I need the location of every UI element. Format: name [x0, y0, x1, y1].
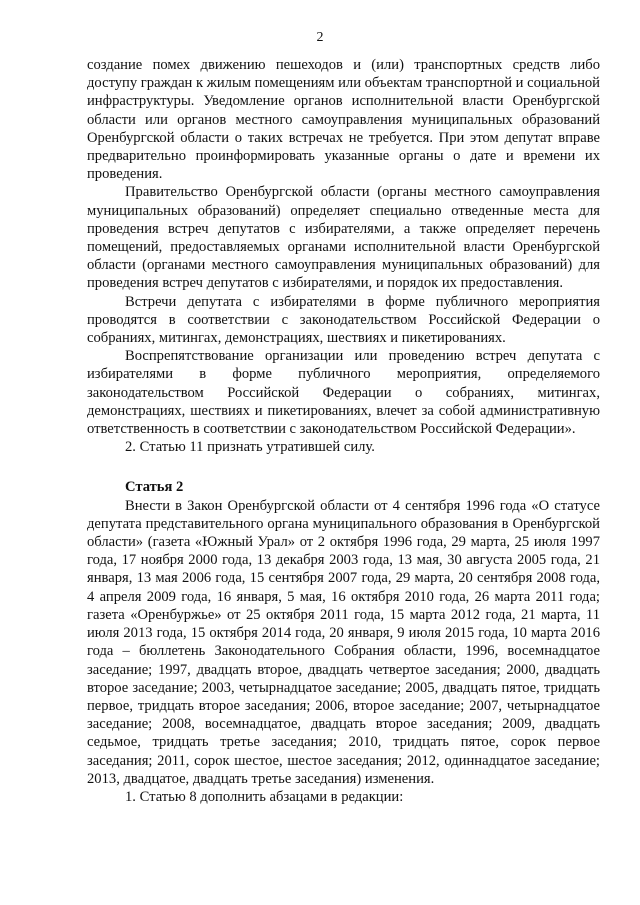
paragraph-article-11-repeal: 2. Статью 11 признать утратившей силу. — [125, 439, 375, 456]
paragraph-meetings-notification: создание помех движению пешеходов и (или) транспортных средств либо доступу граждан к жилым помещениям или объектам транспортной и социальной инфраструктуры. Уведомление органов исполнительной власти Оренбургской области или органов местного самоуправления муниципальных образований Оренбургской области о таких встречах не требуется. При этом депутат вправе предварительно проинформировать указанные органы о дате и времени их проведения. — [87, 57, 600, 183]
paragraph-meeting-places: Правительство Оренбургской области (органы местного самоуправления муниципальных образований) определяет специально отведенные места для проведения встреч депутатов с избирателями, а также определяет перечень помещений, предоставляемых органами исполнительной власти Оренбургской области (органами местного самоуправления муниципальных образований) для проведения встреч депутатов с избирателями, и порядок их предоставления. — [87, 184, 600, 292]
paragraph-law-amendment: Внести в Закон Оренбургской области от 4 сентября 1996 года «О статусе депутата представительного органа муниципального образования в Оренбургской области» (газета «Южный Урал» от 2 октября 1996 года, 29 марта, 25 июля 1997 года, 17 ноября 2000 года, 13 декабря 2003 года, 13 мая, 30 августа 2005 года, 21 января, 13 мая 2006 года, 15 сентября 2007 года, 29 марта, 20 сентября 2008 года, 4 апреля 2009 года, 16 января, 5 мая, 16 октября 2010 года, 26 марта 2011 года; газета «Оренбуржье» от 25 октября 2011 года, 15 марта 2012 года, 21 марта, 11 июля 2013 года, 15 октября 2014 года, 20 января, 9 июля 2015 года, 10 марта 2016 года – бюллетень Законодательного Собрания области, 1996, восемнадцатое заседание; 1997, двадцать второе, двадцать четвертое заседания; 2000, двадцать второе заседание; 2003, четырнадцатое заседание; 2005, двадцать пятое, тридцать первое, тридцать второе заседания; 2006, второе заседание; 2007, четырнадцатое заседание; 2008, восемнадцатое, двадцать второе заседания; 2009, двадцать седьмое, тридцать третье заседания; 2010, тридцать пятое, сорок первое заседания; 2011, сорок шестое, шестое заседания; 2012, одиннадцатое заседание; 2013, двадцатое, двадцать третье заседания) изменения. — [87, 497, 600, 787]
paragraph-article-8-addition: 1. Статью 8 дополнить абзацами в редакции: — [125, 788, 404, 805]
paragraph-gap — [87, 456, 600, 474]
paragraph-public-event: Встречи депутата с избирателями в форме публичного мероприятия проводятся в соответствии с законодательством Российской Федерации о собраниях, митингах, демонстрациях, шествиях и пикетированиях. — [87, 293, 600, 347]
page-number: 2 — [316, 30, 324, 45]
article-heading: Статья 2 — [125, 479, 184, 496]
document-body — [87, 56, 600, 806]
paragraph-obstruction-liability: Воспрепятствование организации или проведению встреч депутата с избирателями в форме публичного мероприятия, определяемого законодательством Российской Федерации о собраниях, митингах, демонстрациях, шествиях и пикетированиях, влечет за собой административную ответственность в соответствии с законодательством Российской Федерации». — [87, 348, 600, 438]
